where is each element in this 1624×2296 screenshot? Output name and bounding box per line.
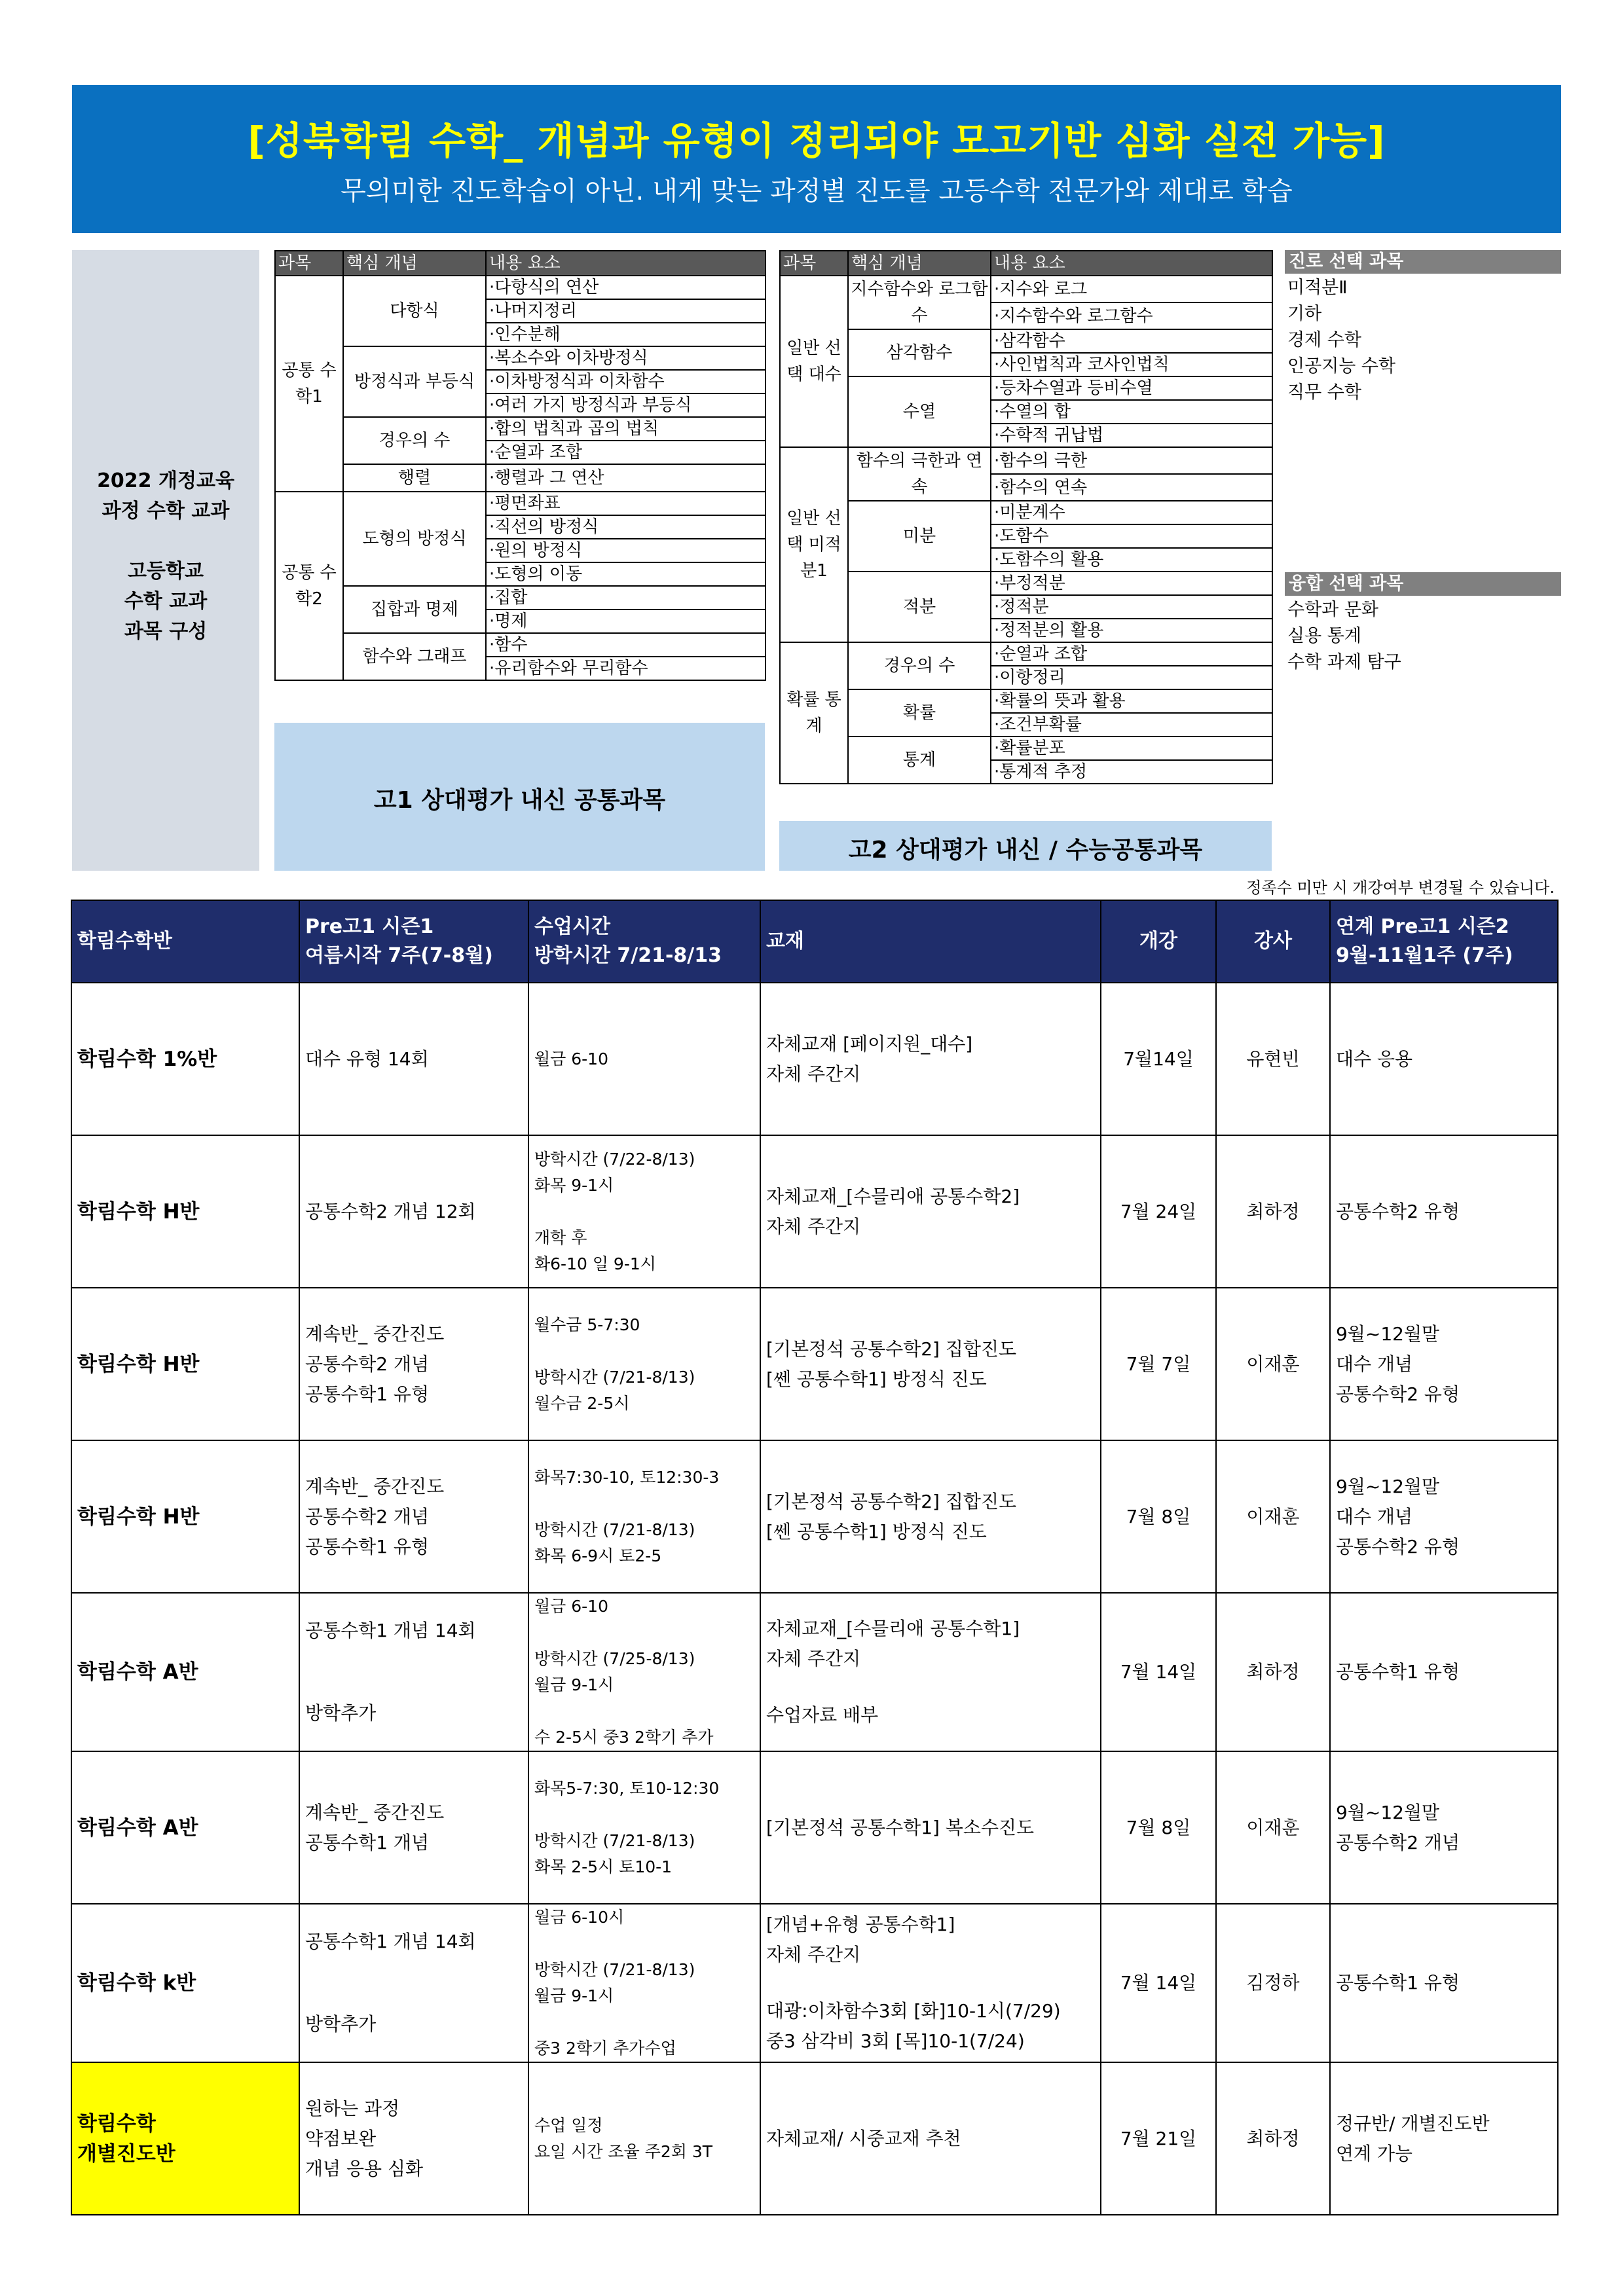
content-item: ·확률분포: [991, 737, 1272, 760]
cell-line: 학림수학 H반: [77, 1504, 200, 1529]
content-item: ·행렬과 그 연산: [486, 464, 766, 492]
cell-line: 9월~12월말: [1336, 1475, 1440, 1497]
content-item: ·함수: [486, 633, 766, 657]
cell-line: 개별진도반: [77, 2141, 175, 2166]
col-header: 내용 요소: [991, 251, 1272, 276]
curriculum-table-common: [274, 250, 766, 681]
career-electives-list: [1287, 275, 1395, 406]
content-item: ·원의 방정식: [486, 539, 766, 562]
book-cell: [760, 1904, 1101, 2062]
content-item: ·다항식의 연산: [486, 276, 766, 299]
cell-line: 방학추가: [305, 1702, 377, 1724]
cell-line: 학림수학 1%반: [77, 1047, 217, 1071]
cell-line: [766, 1674, 1095, 1700]
time-cell: [528, 2062, 760, 2215]
concept: 집합과 명제: [343, 586, 486, 633]
subject-algebra: 일반 선택 대수: [780, 276, 848, 447]
cell-line: 화목7:30-10, 토12:30-3: [534, 1467, 720, 1487]
class-name-cell: [71, 1135, 299, 1288]
cell-line: 방학시간 (7/21-8/13): [534, 1960, 695, 1979]
cell-line: [기본정석 공통수학1] 복소수진도: [766, 1816, 1035, 1838]
table-row: [71, 2062, 1558, 2215]
footer-grade2-box: [779, 821, 1272, 871]
cell-line: 대수 개념: [1336, 1505, 1413, 1527]
book-cell: [760, 983, 1101, 1135]
header-teacher: 강사: [1216, 900, 1330, 983]
fusion-electives-title: 융합 선택 과목: [1285, 572, 1561, 596]
cell-line: [305, 1672, 523, 1698]
time-cell: [528, 1135, 760, 1288]
cell-line: [쎈 공통수학1] 방정식 진도: [766, 1520, 987, 1542]
concept: 행렬: [343, 464, 486, 492]
cell-line: [534, 1931, 754, 1957]
cell-line: 자체교재 [페이지원_대수]: [766, 1032, 973, 1055]
header-line: 연계 Pre고1 시즌2: [1336, 915, 1509, 938]
table-row: [71, 1288, 1558, 1440]
content-item: ·유리함수와 무리함수: [486, 657, 766, 680]
time-cell: [528, 1288, 760, 1440]
cell-line: 학림수학 A반: [77, 1660, 198, 1684]
list-item: 직무 수학: [1287, 382, 1361, 403]
time-cell: [528, 1904, 760, 2062]
book-cell: [760, 1288, 1101, 1440]
teacher-cell: 최하정: [1216, 1593, 1330, 1751]
header-banner: [72, 85, 1561, 233]
schedule-header-row: [71, 900, 1558, 983]
concept: 적분: [848, 572, 991, 642]
list-item: 경제 수학: [1287, 330, 1361, 350]
curriculum-label-line: 2022 개정교육: [97, 469, 234, 492]
col-header: 과목: [275, 251, 343, 276]
concept: 수열: [848, 376, 991, 447]
cell-line: 계속반_ 중간진도: [305, 1475, 445, 1497]
subject-prob-stat: 확률 통계: [780, 642, 848, 784]
cell-line: [766, 1970, 1095, 1996]
teacher-cell: 이재훈: [1216, 1440, 1330, 1593]
cell-line: 중3 삼각비 3회 [목]10-1(7/24): [766, 2030, 1025, 2052]
next-season-cell: [1330, 1593, 1558, 1751]
content-item: ·이항정리: [991, 666, 1272, 689]
concept: 방정식과 부등식: [343, 346, 486, 417]
curriculum-table-elective: [779, 250, 1273, 784]
next-season-cell: [1330, 1288, 1558, 1440]
book-cell: [760, 1135, 1101, 1288]
content-item: ·도함수: [991, 524, 1272, 548]
cell-line: 방학시간 (7/21-8/13): [534, 1367, 695, 1387]
class-name-cell: [71, 1751, 299, 1904]
cell-line: 자체교재_[수믈리애 공통수학1]: [766, 1618, 1020, 1639]
cell-line: [534, 1802, 754, 1828]
cell-line: [305, 1957, 523, 1983]
start-date-cell: 7월 8일: [1101, 1751, 1216, 1904]
content-item: ·삼각함수: [991, 329, 1272, 353]
cell-line: 공통수학2 유형: [1336, 1535, 1460, 1558]
content-item: ·정적분의 활용: [991, 619, 1272, 642]
subject-common1: 공통 수학1: [275, 276, 343, 492]
course-cell: [299, 2062, 528, 2215]
cell-line: 공통수학2 개념: [1336, 1831, 1460, 1853]
content-item: ·미분계수: [991, 501, 1272, 524]
concept: 통계: [848, 737, 991, 784]
header-class: 학림수학반: [71, 900, 299, 983]
cell-line: 개학 후: [534, 1228, 587, 1247]
table-row: [71, 1135, 1558, 1288]
teacher-cell: 최하정: [1216, 2062, 1330, 2215]
course-cell: [299, 1904, 528, 2062]
time-cell: [528, 983, 760, 1135]
header-line: 방학시간 7/21-8/13: [534, 944, 722, 967]
start-date-cell: 7월 24일: [1101, 1135, 1216, 1288]
class-name-cell: [71, 1288, 299, 1440]
table-row: [71, 1440, 1558, 1593]
list-item: 실용 통계: [1287, 626, 1361, 646]
teacher-cell: 최하정: [1216, 1135, 1330, 1288]
course-cell: [299, 1135, 528, 1288]
teacher-cell: 김정하: [1216, 1904, 1330, 2062]
course-cell: [299, 1288, 528, 1440]
header-line: 여름시작 7주(7-8월): [305, 944, 493, 967]
content-item: ·조건부확률: [991, 713, 1272, 737]
content-item: ·부정적분: [991, 572, 1272, 595]
col-header: 내용 요소: [486, 251, 766, 276]
cell-line: 자체교재_[수믈리애 공통수학2]: [766, 1185, 1020, 1207]
cell-line: 월금 9-1시: [534, 1986, 614, 2005]
cell-line: 방학시간 (7/22-8/13): [534, 1149, 695, 1169]
quorum-note: 정족수 미만 시 개강여부 변경될 수 있습니다.: [1246, 879, 1555, 897]
cell-line: 공통수학1 유형: [1336, 1661, 1460, 1683]
cell-line: [534, 1199, 754, 1225]
content-item: ·지수와 로그: [991, 276, 1272, 302]
teacher-cell: 이재훈: [1216, 1288, 1330, 1440]
cell-line: 계속반_ 중간진도: [305, 1322, 445, 1345]
teacher-cell: 유현빈: [1216, 983, 1330, 1135]
cell-line: 학림수학 H반: [77, 1352, 200, 1376]
cell-line: [쎈 공통수학1] 방정식 진도: [766, 1368, 987, 1390]
header-start: 개강: [1101, 900, 1216, 983]
cell-line: 정규반/ 개별진도반: [1336, 2112, 1490, 2134]
header-line: Pre고1 시즌1: [305, 915, 434, 938]
content-item: ·합의 법칙과 곱의 법칙: [486, 417, 766, 441]
start-date-cell: 7월 14일: [1101, 1593, 1216, 1751]
list-item: 인공지능 수학: [1287, 356, 1396, 376]
cell-line: 공통수학1 유형: [305, 1383, 430, 1405]
cell-line: 방학시간 (7/21-8/13): [534, 1831, 695, 1850]
cell-line: 화목5-7:30, 토10-12:30: [534, 1778, 720, 1798]
col-header: 핵심 개념: [848, 251, 991, 276]
cell-line: [534, 1491, 754, 1517]
content-item: ·지수함수와 로그함수: [991, 302, 1272, 329]
concept: 함수와 그래프: [343, 633, 486, 680]
next-season-cell: [1330, 1904, 1558, 2062]
cell-line: [534, 1698, 754, 1724]
page-title: [성북학림 수학_ 개념과 유형이 정리되야 모고기반 심화 실전 가능]: [248, 118, 1386, 163]
cell-line: [534, 1620, 754, 1646]
content-item: ·이차방정식과 이차함수: [486, 370, 766, 393]
table-row: [71, 1593, 1558, 1751]
list-item: 기하: [1287, 304, 1322, 324]
cell-line: 약점보완: [305, 2127, 377, 2149]
cell-line: 공통수학1 유형: [305, 1535, 430, 1558]
content-item: ·함수의 연속: [991, 474, 1272, 501]
book-cell: [760, 1593, 1101, 1751]
content-item: ·도함수의 활용: [991, 548, 1272, 572]
content-item: ·명제: [486, 610, 766, 633]
cell-line: 공통수학1 개념 14회: [305, 1620, 476, 1641]
cell-line: 월금 6-10: [534, 1597, 608, 1616]
cell-line: 화목 2-5시 토10-1: [534, 1857, 673, 1876]
concept: 도형의 방정식: [343, 492, 486, 586]
curriculum-label-box: [72, 250, 259, 871]
cell-line: 방학시간 (7/21-8/13): [534, 1520, 695, 1539]
cell-line: 화목 6-9시 토2-5: [534, 1546, 662, 1565]
content-item: ·확률의 뜻과 활용: [991, 689, 1272, 713]
cell-line: 수업 일정: [534, 2115, 603, 2135]
content-item: ·인수분해: [486, 323, 766, 346]
cell-line: 수업자료 배부: [766, 1704, 879, 1726]
table-row: [71, 1904, 1558, 2062]
class-name-cell: [71, 2062, 299, 2215]
course-cell: [299, 1440, 528, 1593]
next-season-cell: [1330, 1135, 1558, 1288]
start-date-cell: 7월 21일: [1101, 2062, 1216, 2215]
cell-line: [기본정석 공통수학2] 집합진도: [766, 1338, 1017, 1360]
concept: 확률: [848, 689, 991, 737]
cell-line: 공통수학1 개념 14회: [305, 1931, 476, 1952]
content-item: ·나머지정리: [486, 299, 766, 323]
content-item: ·여러 가지 방정식과 부등식: [486, 393, 766, 417]
cell-line: 대수 응용: [1336, 1048, 1413, 1070]
class-name-cell: [71, 1440, 299, 1593]
content-item: ·수열의 합: [991, 400, 1272, 424]
cell-line: 방학시간 (7/25-8/13): [534, 1649, 695, 1668]
cell-line: 연계 가능: [1336, 2142, 1413, 2164]
table-row: [71, 983, 1558, 1135]
header-book: 교재: [760, 900, 1101, 983]
concept: 함수의 극한과 연속: [848, 447, 991, 501]
concept: 삼각함수: [848, 329, 991, 376]
cell-line: [305, 1983, 523, 2009]
cell-line: 개념 응용 심화: [305, 2157, 424, 2179]
cell-line: [개념+유형 공통수학1]: [766, 1914, 955, 1935]
start-date-cell: 7월14일: [1101, 983, 1216, 1135]
start-date-cell: 7월 8일: [1101, 1440, 1216, 1593]
cell-line: 공통수학2 개념: [305, 1505, 430, 1527]
cell-line: 중3 2학기 추가수업: [534, 2039, 676, 2058]
cell-line: 대수 유형 14회: [305, 1048, 429, 1070]
content-item: ·순열과 조합: [486, 441, 766, 464]
cell-line: 공통수학2 유형: [1336, 1200, 1460, 1222]
header-time: [528, 900, 760, 983]
cell-line: 공통수학1 개념: [305, 1831, 430, 1853]
time-cell: [528, 1440, 760, 1593]
cell-line: 자체 주간지: [766, 1648, 861, 1669]
concept: 경우의 수: [343, 417, 486, 464]
start-date-cell: 7월 7일: [1101, 1288, 1216, 1440]
next-season-cell: [1330, 1440, 1558, 1593]
time-cell: [528, 1751, 760, 1904]
content-item: ·순열과 조합: [991, 642, 1272, 666]
curriculum-label-line: 고등학교: [128, 560, 204, 583]
header-line: 9월-11월1주 (7주): [1336, 944, 1513, 967]
cell-line: [534, 2009, 754, 2035]
footer-grade1-box: [274, 723, 765, 871]
cell-line: 월수금 5-7:30: [534, 1315, 640, 1334]
cell-line: 학림수학: [77, 2111, 156, 2136]
cell-line: 방학추가: [305, 2013, 377, 2035]
cell-line: 계속반_ 중간진도: [305, 1801, 445, 1823]
concept: 미분: [848, 501, 991, 572]
cell-line: [305, 1646, 523, 1672]
course-cell: [299, 1751, 528, 1904]
time-cell: [528, 1593, 760, 1751]
col-header: 과목: [780, 251, 848, 276]
cell-line: 월금 6-10시: [534, 1908, 625, 1927]
cell-line: [기본정석 공통수학2] 집합진도: [766, 1490, 1017, 1512]
cell-line: 월금 9-1시: [534, 1675, 614, 1694]
next-season-cell: [1330, 1751, 1558, 1904]
cell-line: 대수 개념: [1336, 1353, 1413, 1375]
cell-line: 공통수학1 유형: [1336, 1972, 1460, 1994]
content-item: ·평면좌표: [486, 492, 766, 515]
header-season2: [1330, 900, 1558, 983]
cell-line: [534, 1338, 754, 1364]
cell-line: 학림수학 k반: [77, 1971, 196, 1995]
content-item: ·수학적 귀납법: [991, 424, 1272, 447]
footer-grade1: 고1 상대평가 내신 공통과목: [373, 787, 666, 814]
cell-line: 수 2-5시 중3 2학기 추가: [534, 1728, 714, 1747]
curriculum-label-line: 과정 수학 교과: [101, 500, 230, 522]
cell-line: 월수금 2-5시: [534, 1393, 630, 1413]
class-name-cell: [71, 1593, 299, 1751]
fusion-electives-list: [1287, 597, 1401, 676]
cell-line: 자체교재/ 시중교재 추천: [766, 2127, 961, 2149]
content-item: ·정적분: [991, 595, 1272, 619]
class-name-cell: [71, 983, 299, 1135]
cell-line: 9월~12월말: [1336, 1322, 1440, 1345]
content-item: ·복소수와 이차방정식: [486, 346, 766, 370]
cell-line: 학림수학 H반: [77, 1199, 200, 1224]
book-cell: [760, 1751, 1101, 1904]
next-season-cell: [1330, 983, 1558, 1135]
content-item: ·사인법칙과 코사인법칙: [991, 353, 1272, 376]
content-item: ·직선의 방정식: [486, 515, 766, 539]
list-item: 수학과 문화: [1287, 600, 1378, 620]
next-season-cell: [1330, 2062, 1558, 2215]
teacher-cell: 이재훈: [1216, 1751, 1330, 1904]
class-name-cell: [71, 1904, 299, 2062]
cell-line: 화목 9-1시: [534, 1175, 614, 1195]
career-electives-title: 진로 선택 과목: [1285, 250, 1561, 274]
book-cell: [760, 1440, 1101, 1593]
page-subtitle: 무의미한 진도학습이 아닌. 내게 맞는 과정별 진도를 고등수학 전문가와 제대로 학습: [341, 176, 1293, 206]
content-item: ·등차수열과 등비수열: [991, 376, 1272, 400]
cell-line: 공통수학2 유형: [1336, 1383, 1460, 1405]
subject-common2: 공통 수학2: [275, 492, 343, 680]
cell-line: 공통수학2 개념 12회: [305, 1200, 476, 1222]
col-header: 핵심 개념: [343, 251, 486, 276]
book-cell: [760, 2062, 1101, 2215]
content-item: ·통계적 추정: [991, 760, 1272, 784]
content-item: ·도형의 이동: [486, 562, 766, 586]
start-date-cell: 7월 14일: [1101, 1904, 1216, 2062]
concept: 경우의 수: [848, 642, 991, 689]
cell-line: 요일 시간 조율 주2회 3T: [534, 2141, 713, 2161]
cell-line: 화6-10 일 9-1시: [534, 1254, 656, 1273]
curriculum-label-line: 과목 구성: [124, 620, 208, 643]
header-season1: [299, 900, 528, 983]
curriculum-label-line: 수학 교과: [124, 590, 208, 613]
header-line: 수업시간: [534, 915, 610, 938]
cell-line: 원하는 과정: [305, 2097, 400, 2119]
concept: 지수함수와 로그함수: [848, 276, 991, 329]
class-schedule-table: [71, 900, 1559, 2215]
content-item: ·집합: [486, 586, 766, 610]
cell-line: 자체 주간지: [766, 1063, 861, 1085]
subject-calculus: 일반 선택 미적 분1: [780, 447, 848, 642]
cell-line: 9월~12월말: [1336, 1801, 1440, 1823]
course-cell: [299, 983, 528, 1135]
cell-line: 학림수학 A반: [77, 1815, 198, 1840]
table-row: [71, 1751, 1558, 1904]
cell-line: 대광:이차함수3회 [화]10-1시(7/29): [766, 2000, 1061, 2022]
cell-line: 자체 주간지: [766, 1944, 861, 1965]
cell-line: 자체 주간지: [766, 1215, 861, 1237]
cell-line: 월금 6-10: [534, 1049, 608, 1068]
footer-grade2: 고2 상대평가 내신 / 수능공통과목: [848, 837, 1203, 864]
cell-line: 공통수학2 개념: [305, 1353, 430, 1375]
list-item: 수학 과제 탐구: [1287, 652, 1401, 672]
course-cell: [299, 1593, 528, 1751]
list-item: 미적분Ⅱ: [1287, 278, 1348, 298]
content-item: ·함수의 극한: [991, 447, 1272, 474]
concept: 다항식: [343, 276, 486, 346]
